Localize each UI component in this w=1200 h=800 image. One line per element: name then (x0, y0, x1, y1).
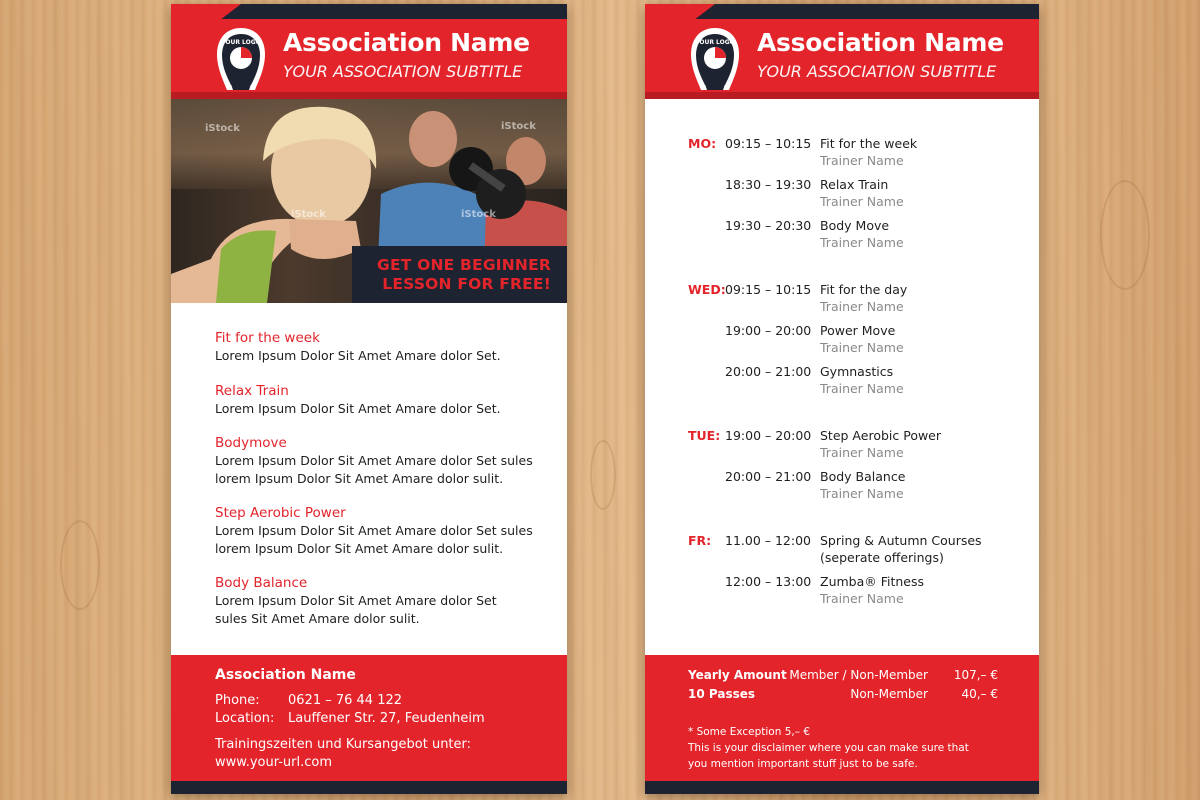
back-flyer (645, 4, 1039, 794)
slot-time: 20:00 – 21:00 (725, 469, 812, 484)
day-label: WED: (688, 282, 726, 297)
price-member-type: Non-Member (850, 687, 928, 701)
course-title: Body Balance (215, 575, 308, 591)
price-member-type: Member / Non-Member (789, 668, 928, 682)
hero-photo (171, 99, 567, 303)
price-value: 107,– € (953, 668, 998, 682)
header-notch (645, 4, 715, 19)
course-title: Bodymove (215, 435, 287, 451)
slot-course: Spring & Autumn Courses (820, 533, 982, 548)
association-logo (687, 24, 743, 94)
slot-time: 20:00 – 21:00 (725, 364, 812, 379)
logo-text: YOUR LOGO (221, 39, 261, 46)
course-description: Lorem Ipsum Dolor Sit Amet Amare dolor Set. (215, 348, 501, 363)
day-label: FR: (688, 533, 712, 548)
slot-trainer: Trainer Name (820, 591, 904, 606)
slot-time: 18:30 – 19:30 (725, 177, 812, 192)
back-title: Association Name (757, 28, 1004, 57)
footer-association-name: Association Name (215, 667, 356, 683)
front-header (171, 4, 567, 99)
course-item (215, 382, 545, 418)
slot-note: (seperate offerings) (820, 550, 944, 565)
promo-line-1: GET ONE BEGINNER (377, 256, 551, 274)
disclaimer-text: This is your disclaimer where you can make sure that (688, 742, 969, 754)
association-logo (213, 24, 269, 94)
course-item (215, 504, 545, 557)
slot-course: Step Aerobic Power (820, 428, 942, 443)
front-flyer (171, 4, 567, 794)
contact-phone (215, 693, 402, 708)
slot-time: 19:00 – 20:00 (725, 428, 812, 443)
day-label: TUE: (688, 428, 721, 443)
back-subtitle: YOUR ASSOCIATION SUBTITLE (757, 62, 997, 81)
course-title: Fit for the week (215, 330, 320, 346)
course-item (215, 329, 545, 365)
slot-trainer: Trainer Name (820, 340, 904, 355)
back-footer (645, 655, 1039, 794)
course-description: Lorem Ipsum Dolor Sit Amet Amare dolor Set. (215, 400, 501, 416)
disclaimer-exception: * Some Exception 5,– € (688, 726, 811, 738)
photo-watermark: iStock (461, 209, 496, 220)
footer-dark-band (171, 781, 567, 794)
disclaimer-text: you mention important stuff just to be safe. (688, 758, 918, 770)
photo-watermark: iStock (501, 121, 536, 132)
course-item (215, 574, 545, 627)
footer-note (215, 736, 545, 772)
back-header (645, 4, 1039, 99)
front-subtitle: YOUR ASSOCIATION SUBTITLE (283, 62, 523, 81)
header-dark-band (645, 4, 1039, 19)
day-label: MO: (688, 136, 717, 151)
photo-watermark: iStock (291, 209, 326, 220)
slot-course: Body Balance (820, 469, 906, 484)
phone-value: 0621 – 76 44 122 (288, 693, 403, 708)
course-list (215, 329, 545, 644)
course-description: Lorem Ipsum Dolor Sit Amet Amare dolor Set sules (215, 523, 533, 538)
slot-trainer: Trainer Name (820, 445, 904, 460)
slot-trainer: Trainer Name (820, 299, 904, 314)
course-description: Lorem Ipsum Dolor Sit Amet Amare dolor Set (215, 593, 497, 608)
contact-location (215, 711, 485, 726)
price-label: 10 Passes (688, 687, 756, 701)
slot-trainer: Trainer Name (820, 235, 904, 250)
slot-course: Relax Train (820, 177, 889, 192)
wood-knot (1100, 180, 1150, 290)
photo-watermark: iStock (205, 123, 240, 134)
footer-note-text: Trainingszeiten und Kursangebot unter: (215, 737, 472, 752)
location-label: Location: (215, 711, 275, 726)
slot-trainer: Trainer Name (820, 486, 904, 501)
slot-course: Gymnastics (820, 364, 894, 379)
slot-course: Fit for the day (820, 282, 908, 297)
location-value: Lauffener Str. 27, Feudenheim (288, 711, 485, 726)
logo-text: YOUR LOGO (695, 39, 735, 46)
wood-knot (60, 520, 100, 610)
course-description: lorem Ipsum Dolor Sit Amet Amare dolor sulit. (215, 470, 504, 486)
slot-course: Zumba® Fitness (820, 574, 925, 589)
header-dark-band (171, 4, 567, 19)
promo-text (351, 256, 551, 294)
slot-trainer: Trainer Name (820, 194, 904, 209)
course-description: lorem Ipsum Dolor Sit Amet Amare dolor sulit. (215, 540, 504, 556)
front-footer (171, 655, 567, 794)
course-item (215, 434, 545, 487)
course-title: Relax Train (215, 382, 289, 399)
slot-time: 12:00 – 13:00 (725, 574, 812, 589)
course-title: Step Aerobic Power (215, 505, 346, 521)
price-value: 40,– € (961, 687, 998, 701)
slot-time: 11.00 – 12:00 (725, 533, 812, 548)
slot-trainer: Trainer Name (820, 381, 904, 396)
footer-url: www.your-url.com (215, 755, 333, 770)
price-label: Yearly Amount (688, 668, 787, 682)
front-title: Association Name (283, 28, 530, 57)
slot-time: 09:15 – 10:15 (725, 136, 812, 151)
slot-time: 19:00 – 20:00 (725, 323, 812, 338)
course-description: sules Sit Amet Amare dolor sulit. (215, 610, 420, 626)
slot-trainer: Trainer Name (820, 153, 904, 168)
course-description: Lorem Ipsum Dolor Sit Amet Amare dolor Set sules (215, 453, 533, 468)
header-notch (171, 4, 241, 19)
slot-course: Fit for the week (820, 136, 918, 151)
slot-time: 09:15 – 10:15 (725, 282, 812, 297)
disclaimer (688, 724, 1008, 772)
wood-knot (590, 440, 616, 510)
slot-course: Body Move (820, 218, 890, 233)
slot-course: Power Move (820, 323, 896, 338)
phone-label: Phone: (215, 693, 260, 708)
footer-dark-band (645, 781, 1039, 794)
promo-line-2: LESSON FOR FREE! (382, 275, 551, 293)
slot-time: 19:30 – 20:30 (725, 218, 812, 233)
